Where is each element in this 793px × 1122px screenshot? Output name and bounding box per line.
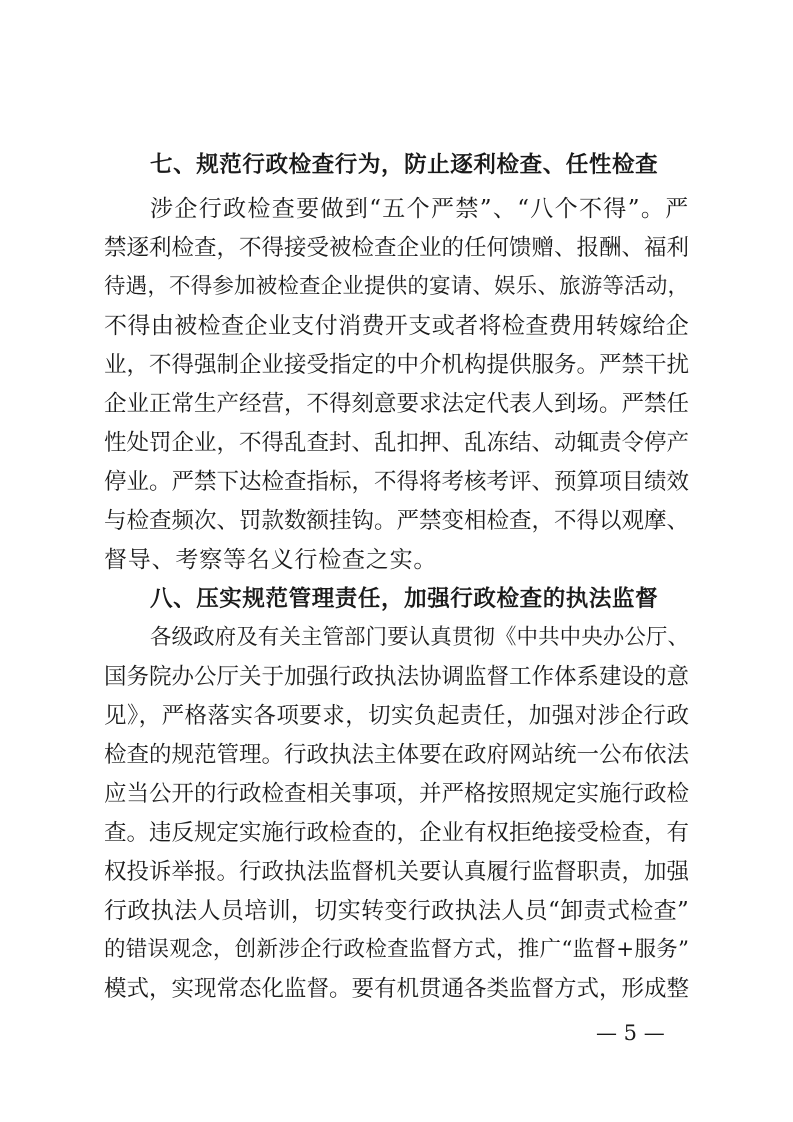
section-heading: 八、压实规范管理责任，加强行政检查的执法监督 — [150, 586, 659, 612]
paragraph-line: 各级政府及有关主管部门要认真贯彻《中共中央办公厅、 — [150, 625, 689, 650]
paragraph-line: 禁逐利检查，不得接受被检查企业的任何馈赠、报酬、福利 — [104, 235, 690, 261]
page-number: — 5 — — [596, 1021, 665, 1045]
paragraph-line: 督导、考察等名义行检查之实。 — [104, 547, 438, 573]
paragraph-line: 企业正常生产经营，不得刻意要求法定代表人到场。严禁任 — [104, 391, 690, 417]
paragraph-line: 权投诉举报。行政执法监督机关要认真履行监督职责，加强 — [104, 859, 690, 885]
paragraph-line: 待遇，不得参加被检查企业提供的宴请、娱乐、旅游等活动， — [104, 274, 689, 299]
paragraph-line: 应当公开的行政检查相关事项，并严格按照规定实施行政检 — [104, 781, 690, 807]
paragraph-line: 检查的规范管理。行政执法主体要在政府网站统一公布依法 — [104, 742, 690, 768]
paragraph-line: 国务院办公厅关于加强行政执法协调监督工作体系建设的意 — [104, 664, 690, 690]
paragraph-line: 不得由被检查企业支付消费开支或者将检查费用转嫁给企 — [104, 313, 689, 339]
paragraph-line: 与检查频次、罚款数额挂钩。严禁变相检查，不得以观摩、 — [104, 508, 690, 534]
paragraph-line: 涉企行政检查要做到“五个严禁”、“八个不得”。严 — [150, 196, 689, 222]
section-heading: 七、规范行政检查行为，防止逐利检查、任性检查 — [150, 152, 659, 178]
paragraph-line: 业，不得强制企业接受指定的中介机构提供服务。严禁干扰 — [104, 352, 690, 378]
paragraph-line: 性处罚企业，不得乱查封、乱扣押、乱冻结、动辄责令停产 — [104, 430, 690, 456]
paragraph-line: 的错误观念，创新涉企行政检查监督方式，推广“监督+服务” — [104, 937, 689, 962]
paragraph-line: 见》，严格落实各项要求，切实负起责任，加强对涉企行政 — [104, 703, 689, 729]
paragraph-line: 行政执法人员培训，切实转变行政执法人员“卸责式检查” — [104, 898, 689, 924]
paragraph-line: 模式，实现常态化监督。要有机贯通各类监督方式，形成整 — [104, 976, 690, 1002]
paragraph-line: 停业。严禁下达检查指标，不得将考核考评、预算项目绩效 — [104, 469, 690, 495]
paragraph-line: 查。违反规定实施行政检查的，企业有权拒绝接受检查，有 — [104, 820, 690, 846]
